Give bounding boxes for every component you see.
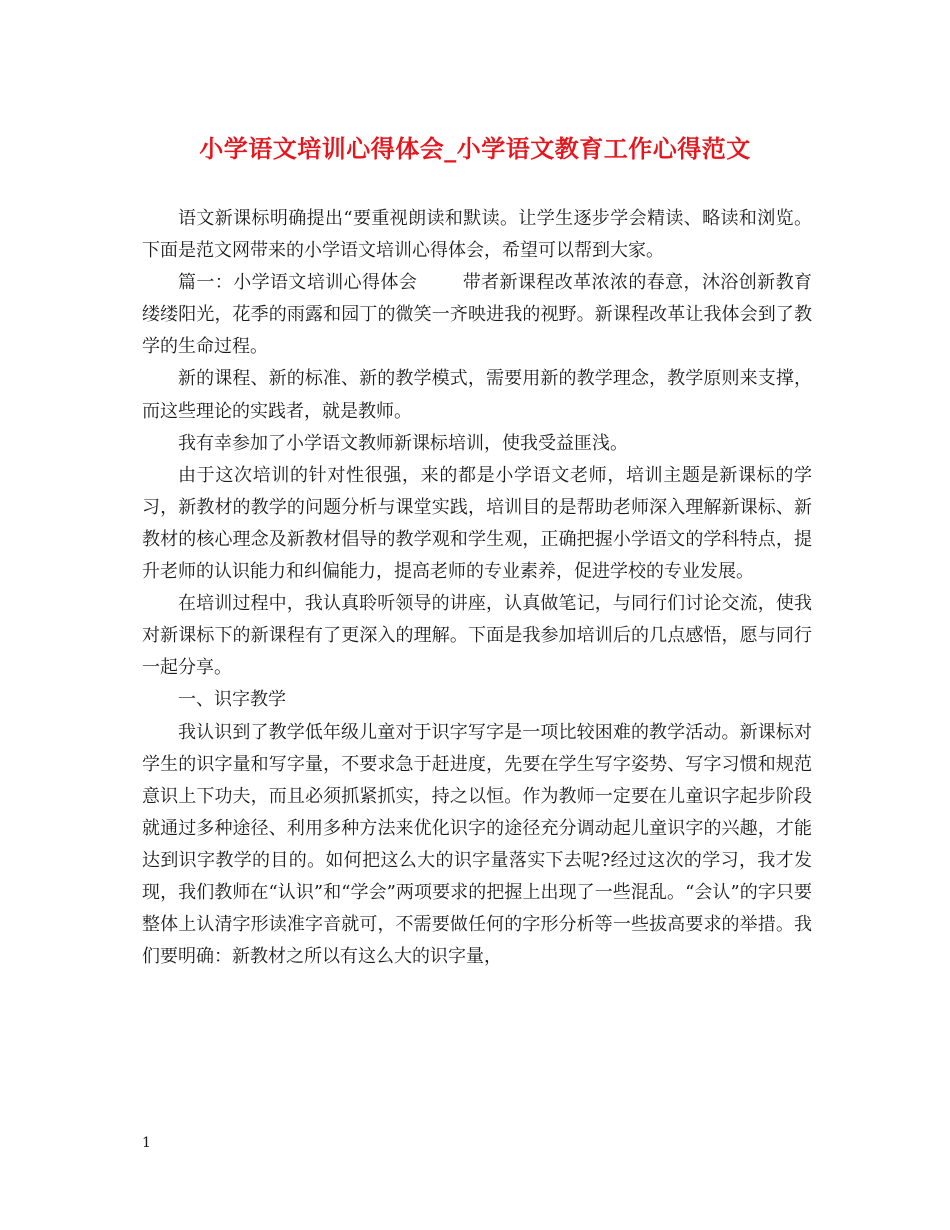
page-number: 1 bbox=[142, 1135, 151, 1151]
section-one-heading: 篇一：小学语文培训心得体会 bbox=[178, 272, 418, 294]
section-one-paragraph bbox=[142, 267, 812, 363]
body-paragraph: 我认识到了教学低年级儿童对于识字写字是一项比较困难的教学活动。新课标对学生的识字量和写字量，不要求急于赶进度，先要在学生写字姿势、写字习惯和规范意识上下功夫，而且必须抓紧抓实，持之以恒。作为教师一定要在儿童识字起步阶段就通过多种途径、利用多种方法来优化识字的途径充分调动起儿童识字的兴趣，才能达到识字教学的目的。如何把这么大的识字量落实下去呢?经过这次的学习，我才发现，我们教师在“认识”和“学会”两项要求的把握上出现了一些混乱。“会认”的字只要整体上认清字形读准字音就可，不需要做任何的字形分析等一些拔高要求的举措。我们要明确：新教材之所以有这么大的识字量， bbox=[142, 721, 812, 968]
section-one-text: 带者新课程改革浓浓的春意，沐浴创新教育缕缕阳光，花季的雨露和园丁的微笑一齐映进我的视野。新课程改革让我体会到了教学的生命过程。 bbox=[142, 272, 812, 358]
intro-paragraph: 语文新课标明确提出“要重视朗读和默读。让学生逐步学会精读、略读和浏览。下面是范文网带来的小学语文培训心得体会，希望可以帮到大家。 bbox=[142, 208, 812, 262]
body-paragraph: 由于这次培训的针对性很强，来的都是小学语文老师，培训主题是新课标的学习，新教材的教学的问题分析与课堂实践，培训目的是帮助老师深入理解新课标、新教材的核心理念及新教材倡导的教学观和学生观，正确把握小学语文的学科特点，提升老师的认识能力和纠偏能力，提高老师的专业素养，促进学校的专业发展。 bbox=[142, 464, 812, 583]
document-title: 小学语文培训心得体会_小学语文教育工作心得范文 bbox=[199, 134, 751, 163]
body-paragraph: 我有幸参加了小学语文教师新课标培训，使我受益匪浅。 bbox=[178, 432, 628, 454]
body-paragraph: 在培训过程中，我认真聆听领导的讲座，认真做笔记，与同行们讨论交流，使我对新课标下的新课程有了更深入的理解。下面是我参加培训后的几点感悟，愿与同行一起分享。 bbox=[142, 593, 812, 679]
body-paragraph: 新的课程、新的标准、新的教学模式，需要用新的教学理念，教学原则来支撑，而这些理论的实践者，就是教师。 bbox=[142, 368, 812, 422]
document-body bbox=[142, 203, 812, 973]
section-heading: 一、识字教学 bbox=[178, 689, 286, 711]
